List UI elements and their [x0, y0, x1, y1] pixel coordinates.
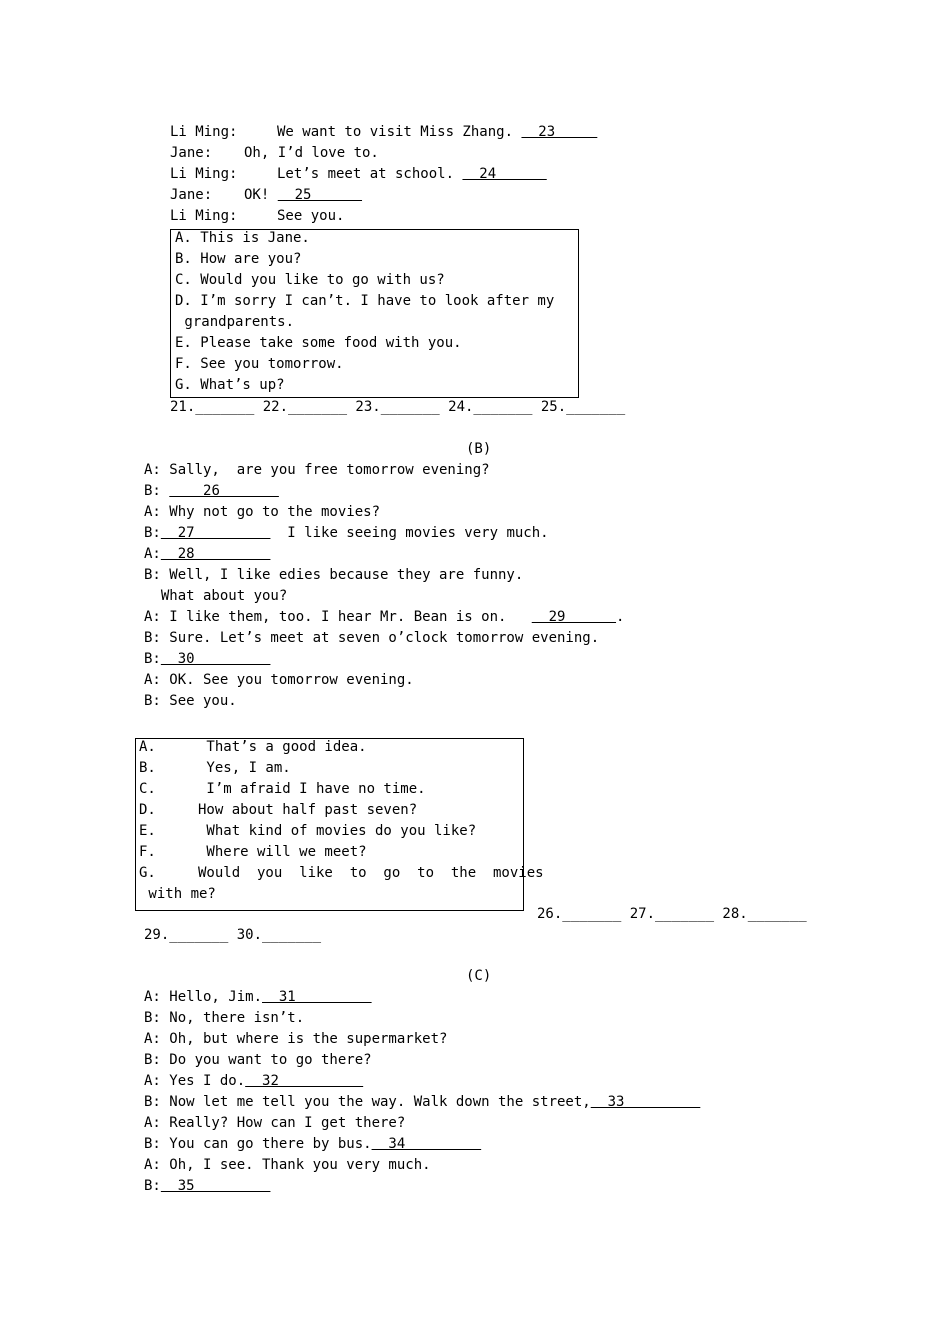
dialog-line-b3 — [144, 502, 380, 523]
line-text: B: Well, I like edies because they are funny. — [144, 567, 524, 583]
blank-34[interactable]: 34 — [371, 1136, 482, 1152]
dialog-line-b8 — [144, 607, 624, 628]
line-text: A: Yes I do. — [144, 1073, 246, 1089]
dialog-line-b5 — [144, 544, 270, 565]
line-text: A: Really? How can I get there? — [144, 1115, 406, 1131]
option-b-g: G. Would you like to go to the movies — [139, 865, 544, 881]
option-b-e: E. What kind of movies do you like? — [139, 823, 477, 839]
option-a-b: B. How are you? — [175, 251, 302, 267]
blank-24[interactable]: 24 — [462, 166, 547, 182]
dialog-line-b7 — [144, 586, 287, 607]
dialog-line-c8 — [144, 1134, 481, 1155]
dialog-line-c9 — [144, 1155, 431, 1176]
option-b-d: D. How about half past seven? — [139, 802, 418, 818]
dialog-line-c4 — [144, 1050, 372, 1071]
line-text: A: Why not go to the movies? — [144, 504, 381, 520]
option-b-a: A. That’s a good idea. — [139, 739, 367, 755]
line-text: B: — [144, 651, 161, 667]
line-text: B: No, there isn’t. — [144, 1010, 305, 1026]
speaker: Li Ming: — [170, 166, 238, 182]
line-text: We want to visit Miss Zhang. — [277, 124, 514, 140]
section-b-heading: (B) — [466, 441, 492, 457]
dialog-line-a4 — [170, 185, 363, 206]
line-text: See you. — [277, 208, 345, 224]
line-text: A: Hello, Jim. — [144, 989, 263, 1005]
dialog-line-b10 — [144, 649, 270, 670]
blank-29[interactable]: 29 — [531, 609, 617, 625]
blank-28[interactable]: 28 — [160, 546, 271, 562]
line-text: A: I like them, too. I hear Mr. Bean is on. — [144, 609, 532, 625]
dialog-line-a5 — [170, 206, 345, 227]
dialog-line-c10 — [144, 1176, 270, 1197]
dialog-line-b2 — [144, 481, 279, 502]
line-text: B: — [144, 525, 161, 541]
dialog-line-b6 — [144, 565, 523, 586]
answer-line-a[interactable]: 21._______ 22._______ 23._______ 24._______ 25._______ — [170, 399, 626, 415]
blank-27[interactable]: 27 — [160, 525, 271, 541]
line-text-after: . — [616, 609, 625, 625]
dialog-line-b1 — [144, 460, 490, 481]
blank-23[interactable]: 23 — [521, 124, 598, 140]
blank-30[interactable]: 30 — [160, 651, 271, 667]
dialog-line-b4 — [144, 523, 549, 544]
speaker: Jane: — [170, 187, 213, 203]
option-b-c: C. I’m afraid I have no time. — [139, 781, 426, 797]
option-b-f: F. Where will we meet? — [139, 844, 367, 860]
dialog-line-a1 — [170, 122, 598, 143]
option-a-d-cont: grandparents. — [176, 314, 295, 330]
line-text: B: — [144, 483, 170, 499]
line-text: A: OK. See you tomorrow evening. — [144, 672, 414, 688]
dialog-line-c7 — [144, 1113, 405, 1134]
line-text: B: — [144, 1178, 161, 1194]
dialog-line-c1 — [144, 987, 372, 1008]
line-text: B: You can go there by bus. — [144, 1136, 372, 1152]
option-b-b: B. Yes, I am. — [139, 760, 291, 776]
blank-25[interactable]: 25 — [277, 187, 363, 203]
blank-33[interactable]: 33 — [590, 1094, 701, 1110]
dialog-line-c6 — [144, 1092, 700, 1113]
answer-line-b1[interactable]: 26._______ 27._______ 28._______ — [537, 906, 807, 922]
dialog-line-a3 — [170, 164, 547, 185]
speaker: Jane: — [170, 145, 213, 161]
blank-35[interactable]: 35 — [160, 1178, 271, 1194]
section-c-heading: (C) — [466, 968, 492, 984]
dialog-line-b9 — [144, 628, 599, 649]
blank-32[interactable]: 32 — [245, 1073, 364, 1089]
line-text: What about you? — [144, 588, 288, 604]
option-b-g-cont: with me? — [140, 886, 216, 902]
dialog-line-b11 — [144, 670, 414, 691]
dialog-line-c5 — [144, 1071, 363, 1092]
dialog-line-b12 — [144, 691, 237, 712]
option-a-e: E. Please take some food with you. — [175, 335, 462, 351]
line-text-after: I like seeing movies very much. — [270, 525, 549, 541]
line-text: B: Do you want to go there? — [144, 1052, 372, 1068]
line-text: A: — [144, 546, 161, 562]
option-a-c: C. Would you like to go with us? — [175, 272, 445, 288]
line-text: A: Oh, I see. Thank you very much. — [144, 1157, 431, 1173]
option-a-g: G. What’s up? — [175, 377, 285, 393]
option-a-d: D. I’m sorry I can’t. I have to look after my — [175, 293, 555, 309]
speaker: Li Ming: — [170, 124, 238, 140]
line-text: Oh, I’d love to. — [244, 145, 379, 161]
dialog-line-c2 — [144, 1008, 304, 1029]
dialog-line-a2 — [170, 143, 379, 164]
speaker: Li Ming: — [170, 208, 238, 224]
blank-26[interactable]: 26 — [169, 483, 279, 499]
line-text: Let’s meet at school. — [277, 166, 455, 182]
answer-line-b2[interactable]: 29._______ 30._______ — [144, 927, 322, 943]
option-a-a: A. This is Jane. — [175, 230, 310, 246]
line-text: A: Oh, but where is the supermarket? — [144, 1031, 448, 1047]
dialog-line-c3 — [144, 1029, 447, 1050]
blank-31[interactable]: 31 — [262, 989, 372, 1005]
line-text: OK! — [244, 187, 270, 203]
line-text: B: Now let me tell you the way. Walk down the street, — [144, 1094, 591, 1110]
option-a-f: F. See you tomorrow. — [175, 356, 344, 372]
line-text: B: See you. — [144, 693, 237, 709]
line-text: B: Sure. Let’s meet at seven o’clock tomorrow evening. — [144, 630, 600, 646]
line-text: A: Sally, are you free tomorrow evening? — [144, 462, 490, 478]
